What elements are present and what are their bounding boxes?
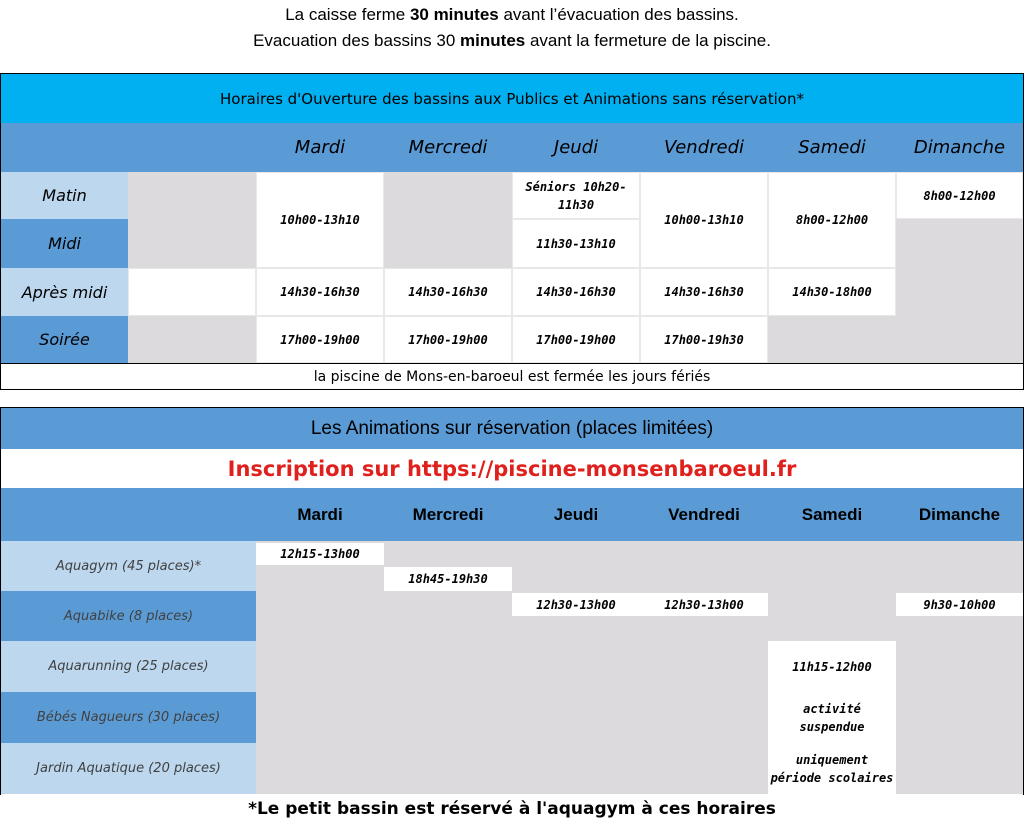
notice-emphasis: 30 minutes xyxy=(409,5,499,24)
slot-bebes-samedi: activité suspendue xyxy=(799,701,865,734)
empty-cell xyxy=(128,268,256,316)
empty-cell xyxy=(384,172,512,268)
day-header-mardi: Mardi xyxy=(297,504,343,524)
animations-grid xyxy=(256,541,1023,794)
row-label-aquarunning: Aquarunning (25 places) xyxy=(1,641,256,692)
slot-mercredi-soiree: 17h00-19h00 xyxy=(384,316,512,363)
row-label-jardin-aquatique: Jardin Aquatique (20 places) xyxy=(1,743,256,794)
slot-aquabike-dimanche: 9h30-10h00 xyxy=(896,593,1023,616)
slot-jeudi-soiree: 17h00-19h00 xyxy=(512,316,640,363)
slot-samedi-matin-midi: 8h00-12h00 xyxy=(768,172,896,268)
row-label-aquabike: Aquabike (8 places) xyxy=(1,591,256,641)
row-label-matin: Matin xyxy=(1,172,128,219)
row-label-midi: Midi xyxy=(1,219,128,268)
slot-samedi-apres-midi: 14h30-18h00 xyxy=(768,268,896,316)
row-label-aquagym: Aquagym (45 places)* xyxy=(1,541,256,591)
notice-text: avant la fermeture de la piscine. xyxy=(525,31,771,50)
public-hours-footer: la piscine de Mons-en-baroeul est fermée les jours fériés xyxy=(1,363,1023,389)
public-hours-title: Horaires d'Ouverture des bassins aux Publics et Animations sans réservation* xyxy=(1,74,1023,123)
slot-aquagym-mardi: 12h15-13h00 xyxy=(256,543,384,565)
slot-vendredi-soiree: 17h00-19h30 xyxy=(640,316,768,363)
slot-mardi-matin-midi: 10h00-13h10 xyxy=(256,172,384,268)
slot-aquagym-mercredi: 18h45-19h30 xyxy=(384,567,512,591)
slot-jeudi-midi: 11h30-13h10 xyxy=(512,219,640,268)
slot-mardi-soiree: 17h00-19h00 xyxy=(256,316,384,363)
row-label-soiree: Soirée xyxy=(1,316,128,363)
slot-jeudi-apres-midi: 14h30-16h30 xyxy=(512,268,640,316)
empty-cell xyxy=(128,316,256,363)
day-header-dimanche: Dimanche xyxy=(918,504,1001,524)
day-header-mercredi: Mercredi xyxy=(408,137,488,158)
row-label-bebes-nageurs: Bébés Nagueurs (30 places) xyxy=(1,692,256,743)
notice-emphasis: minutes xyxy=(460,31,526,50)
slot-mardi-apres-midi: 14h30-16h30 xyxy=(256,268,384,316)
slot-aquabike-jeudi: 12h30-13h00 xyxy=(512,593,640,616)
day-header-vendredi: Vendredi xyxy=(663,137,745,158)
empty-cell xyxy=(896,219,1023,363)
day-header-vendredi: Vendredi xyxy=(668,504,740,524)
notice-line-1 xyxy=(0,4,1024,26)
slot-vendredi-matin-midi: 10h00-13h10 xyxy=(640,172,768,268)
empty-cell xyxy=(128,172,256,268)
day-header-mardi: Mardi xyxy=(294,137,346,158)
slot-vendredi-apres-midi: 14h30-16h30 xyxy=(640,268,768,316)
day-header-dimanche: Dimanche xyxy=(913,137,1006,158)
slot-jardin-samedi: uniquement période scolaires xyxy=(770,752,894,785)
slot-dimanche-matin: 8h00-12h00 xyxy=(896,172,1023,219)
notice-text: avant l’évacuation des bassins. xyxy=(498,5,739,24)
notice-line-2 xyxy=(0,30,1024,52)
day-header-samedi: Samedi xyxy=(798,137,866,158)
notice-text: La caisse ferme xyxy=(285,5,410,24)
day-header-jeudi: Jeudi xyxy=(553,504,599,524)
slot-aquarunning-samedi: 11h15-12h00 xyxy=(792,659,872,674)
animations-title: Les Animations sur réservation (places limitées) xyxy=(1,408,1023,449)
day-header-samedi: Samedi xyxy=(801,504,863,524)
row-label-apres-midi: Après midi xyxy=(1,268,128,316)
slot-jeudi-matin: Séniors 10h20-11h30 xyxy=(512,172,640,219)
empty-cell xyxy=(768,316,896,363)
notice-text: Evacuation des bassins 30 xyxy=(253,31,461,50)
animations-footer: *Le petit bassin est réservé à l'aquagym à ces horaires xyxy=(248,799,776,819)
day-header-jeudi: Jeudi xyxy=(553,137,599,158)
slot-mercredi-apres-midi: 14h30-16h30 xyxy=(384,268,512,316)
slot-aquabike-vendredi: 12h30-13h00 xyxy=(640,593,768,616)
inscription-link[interactable]: Inscription sur https://piscine-monsenbaroeul.fr xyxy=(227,456,797,481)
day-header-mercredi: Mercredi xyxy=(412,504,484,524)
